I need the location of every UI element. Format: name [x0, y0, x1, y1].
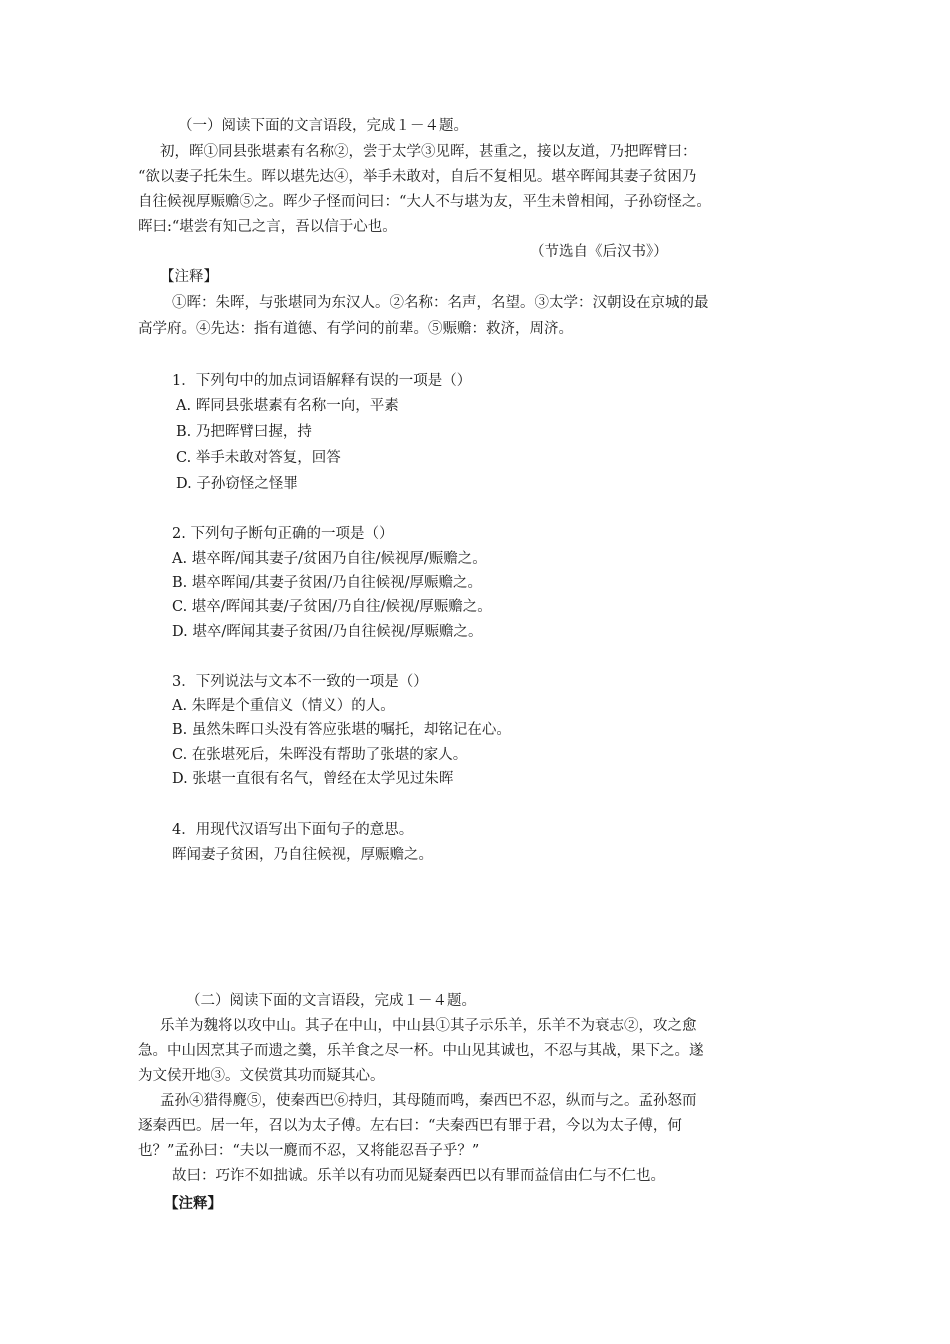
- section2-heading: （二）阅读下面的文言语段，完成１－４题。: [186, 993, 476, 1009]
- notes2-label: 【注释】: [164, 1195, 222, 1212]
- q3-stem: 3．下列说法与文本不一致的一项是（）: [172, 674, 428, 690]
- passage2-line-5: 逐秦西巴。居一年，召以为太子傅。左右曰：“夫秦西巴有罪于君，今以为太子傅，何: [138, 1118, 682, 1134]
- q2-option-c: C. 堪卒/晖闻其妻/子贫困/乃自往/候视/厚赈赡之。: [172, 599, 492, 615]
- notes1-line-2: 高学府。④先达：指有道德、有学问的前辈。⑤赈赡：救济，周济。: [138, 321, 573, 337]
- q3-option-c: C. 在张堪死后，朱晖没有帮助了张堪的家人。: [172, 747, 468, 763]
- passage1-source: （节选自《后汉书》）: [530, 244, 668, 260]
- q2-stem: 2. 下列句子断句正确的一项是（）: [172, 526, 394, 542]
- q1-option-b: B. 乃把晖臂曰握，持: [176, 424, 312, 440]
- passage2-line-2: 急。中山因烹其子而遗之羹，乐羊食之尽一杯。中山见其诚也，不忍与其战，果下之。遂: [138, 1043, 704, 1059]
- passage1-line-3: 自往候视厚赈赡⑤之。晖少子怪而问曰：“大人不与堪为友，平生未曾相闻，子孙窃怪之。: [138, 194, 711, 210]
- passage2-line-1: 乐羊为魏将以攻中山。其子在中山，中山县①其子示乐羊，乐羊不为衰志②，攻之愈: [160, 1018, 697, 1034]
- q2-option-b: B. 堪卒晖闻/其妻子贫困/乃自往候视/厚赈赡之。: [172, 575, 483, 591]
- q2-option-a: A. 堪卒晖/闻其妻子/贫困乃自往/候视厚/赈赡之。: [172, 551, 487, 567]
- q1-option-c: C. 举手未敢对答复，回答: [176, 450, 341, 466]
- passage2-line-3: 为文侯开地③。文侯赏其功而疑其心。: [138, 1068, 385, 1084]
- q3-option-b: B. 虽然朱晖口头没有答应张堪的嘱托，却铭记在心。: [172, 722, 511, 738]
- notes1-line-1: ①晖：朱晖，与张堪同为东汉人。②名称：名声，名望。③太学：汉朝设在京城的最: [172, 295, 709, 311]
- passage2-line-7: 故曰：巧诈不如拙诚。乐羊以有功而见疑秦西巴以有罪而益信由仁与不仁也。: [172, 1168, 665, 1184]
- passage1-line-4: 晖曰:“堪尝有知己之言，吾以信于心也。: [138, 219, 397, 235]
- q3-option-d: D. 张堪一直很有名气，曾经在太学见过朱晖: [172, 771, 454, 787]
- q3-option-a: A. 朱晖是个重信义（情义）的人。: [172, 698, 395, 714]
- section1-heading: （一）阅读下面的文言语段，完成１－４题。: [178, 118, 468, 134]
- passage1-line-1: 初，晖①同县张堪素有名称②，尝于太学③见晖，甚重之，接以友道，乃把晖臂曰：: [160, 144, 697, 160]
- q1-stem: 1．下列句中的加点词语解释有误的一项是（）: [172, 373, 472, 389]
- passage2-line-6: 也？”孟孙曰：“夫以一麑而不忍，又将能忍吾子乎？”: [138, 1143, 480, 1159]
- q4-sentence: 晖闻妻子贫困，乃自往候视，厚赈赡之。: [172, 847, 433, 863]
- q4-stem: 4．用现代汉语写出下面句子的意思。: [172, 822, 414, 838]
- q1-option-a: A. 晖同县张堪素有名称一向，平素: [176, 398, 399, 414]
- notes1-label: 【注释】: [160, 269, 218, 285]
- passage2-line-4: 孟孙④猎得麑⑤，使秦西巴⑥持归，其母随而鸣，秦西巴不忍，纵而与之。孟孙怒而: [160, 1093, 697, 1109]
- q1-option-d: D. 子孙窃怪之怪罪: [176, 476, 298, 492]
- q2-option-d: D. 堪卒/晖闻其妻子贫困/乃自往候视/厚赈赡之。: [172, 624, 483, 640]
- passage1-line-2: “欲以妻子托朱生。晖以堪先达④，举手未敢对，自后不复相见。堪卒晖闻其妻子贫困乃: [138, 169, 697, 185]
